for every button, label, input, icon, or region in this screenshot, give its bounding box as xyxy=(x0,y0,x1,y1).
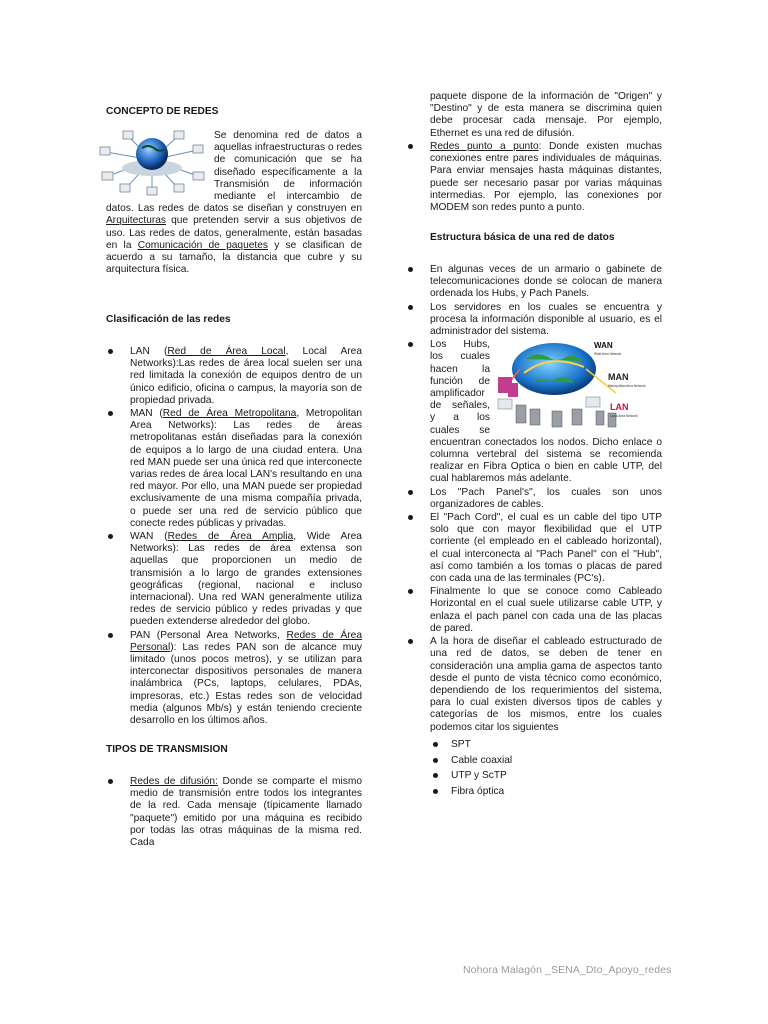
list-item-hubs: WAN Wide Area Network MAN Metropolitan Area Network LAN Local Area Network Los Hubs, los cuales hacen la función de amplificador de señales, y a los cuales se encuentran conectados los nodos. Dicho enlace o columna vertebral del sistema se recomienda realizar en Fibra Optica o bien en cable UTP, del cual hablaremos más adelante. xyxy=(408,339,662,485)
bullet-icon xyxy=(408,305,413,310)
list-item-pach-panels: Los "Pach Panel's", los cuales son unos organizadores de cables. xyxy=(408,487,662,511)
bullet-icon xyxy=(108,633,113,638)
list-item-cable: Fibra óptica xyxy=(431,786,631,802)
wan-sublabel: Wide Area Network xyxy=(594,352,622,357)
bullet-icon xyxy=(408,515,413,520)
concepto-paragraph xyxy=(106,130,362,276)
clasificacion-list xyxy=(108,346,362,728)
bullet-icon xyxy=(408,639,413,644)
list-item-cable: UTP y ScTP xyxy=(431,770,631,786)
red-area-local-link[interactable]: Red de Área Local xyxy=(167,346,286,357)
estructura-list xyxy=(408,264,662,735)
list-item-cableado-horizontal: Finalmente lo que se conoce como Cableado Horizontal en el cual suele utilizarse cable UTP, y enlaza el pach panel con cada una de las placas de pared. xyxy=(408,586,662,635)
redes-area-personal-link[interactable]: Redes de Área Personal xyxy=(130,629,362,653)
estructura-heading: Estructura básica de una red de datos xyxy=(430,232,615,243)
wan-label: WAN xyxy=(594,341,613,351)
bullet-icon xyxy=(433,789,438,794)
punto-list xyxy=(408,141,662,215)
concepto-text-1: Se denomina red de datos a aquellas infraestructuras o redes de comunicación que se ha diseñado específicamente a la Transmisión de información mediante el intercambio de datos. Las redes de datos se diseñan y construyen en xyxy=(106,130,362,215)
list-item-difusion: Redes de difusión: Donde se comparte el mismo medio de transmisión entre todos los integrantes de la red. Cada mensaje (típicamente llamado "paquete") emitido por una máquina es recibido por todas las otras máquinas de la misma red. Cada xyxy=(108,776,362,849)
comunicacion-paquetes-link[interactable]: Comunicación de paquetes xyxy=(137,239,268,251)
arquitecturas-link[interactable]: Arquitecturas xyxy=(106,215,167,227)
bullet-icon xyxy=(433,742,438,747)
concepto-text-3: y se clasifican de acuerdo a su tamaño, la distancia que cubre y su arquitectura física. xyxy=(106,239,362,276)
bullet-icon xyxy=(408,342,413,347)
wan-man-lan-diagram xyxy=(496,339,662,431)
redes-difusion-link[interactable]: Redes de difusión: xyxy=(130,776,218,787)
bullet-icon xyxy=(108,534,113,539)
tipos-heading: TIPOS DE TRANSMISION xyxy=(106,744,228,755)
red-area-metropolitana-link[interactable]: Red de Área Metropolitana xyxy=(162,408,297,420)
bullet-icon xyxy=(433,758,438,763)
clasificacion-heading: Clasificación de las redes xyxy=(106,314,231,325)
bullet-icon xyxy=(433,773,438,778)
bullet-icon xyxy=(408,589,413,594)
list-item-pan: PAN (Personal Area Networks, Redes de Área Personal): Las redes PAN son de alcance muy limitado (unos pocos metros), y se utilizan para interconectar dispositivos personales de manera inalámbrica (PCs, laptops, celulares, PDAs, impresoras, etc.) Estas redes son de velocidad media (algunos Mb/s) y están teniendo creciente desarrollo en los últimos años. xyxy=(108,630,362,728)
bullet-icon xyxy=(108,349,113,354)
list-item-cable: Cable coaxial xyxy=(431,755,631,771)
list-item-servidores: Los servidores en los cuales se encuentra y procesa la información disponible al usuario, es el administrador del sistema. xyxy=(408,302,662,339)
list-item-cable: SPT xyxy=(431,739,631,755)
cable-types-list xyxy=(431,739,631,801)
list-item-man: MAN (Red de Área Metropolitana, Metropolitan Area Networks): Las redes de áreas metropolitanas están diseñadas para la conexión de equipos a lo largo de una ciudad entera. Una red MAN puede ser una única red que interconecte varias redes de área local LAN's resultando en una red mayor. Por ello, una MAN puede ser propiedad exclusivamente de una misma compañía privada, o puede ser una red de servicio público que conecte redes públicas y privadas. xyxy=(108,408,362,530)
concepto-heading: CONCEPTO DE REDES xyxy=(106,106,219,117)
list-item-wan: WAN (Redes de Área Amplia, Wide Area Networks): Las redes de área extensa son aquellas que proporcionen un medio de transmisión a lo largo de grandes extensiones geográficas (regional, nacional e incluso internacional). Una red WAN generalmente utiliza redes de servicio público y redes privadas y que pueden extenderse alrededor del globo. xyxy=(108,531,362,629)
page-footer: Nohora Malagón _SENA_Dto_Apoyo_redes xyxy=(463,964,672,976)
bullet-icon xyxy=(408,144,413,149)
man-sublabel: Metropolitan Area Network xyxy=(608,384,646,389)
lan-sublabel: Local Area Network xyxy=(610,414,638,419)
redes-area-amplia-link[interactable]: Redes de Área Amplia xyxy=(167,531,294,543)
list-item-diseno: A la hora de diseñar el cableado estructurado de una red de datos, se deben de tener en consideración una amplia gama de aspectos tanto desde el punto de vista técnico como económico, dependiendo de los requerimientos del sistema, para lo cual existen diversos tipos de cables y categorías de los mismos, entre los cuales podemos citar los siguientes xyxy=(408,636,662,734)
tipos-list xyxy=(108,776,362,850)
bullet-icon xyxy=(108,779,113,784)
list-item-lan: LAN (Red de Área Local, Local Area Networks):Las redes de área local suelen ser una red limitada la conexión de equipos dentro de un único edificio, oficina o campus, la mayoría son de propiedad privada. xyxy=(108,346,362,407)
bullet-icon xyxy=(408,267,413,272)
concepto-text-2: que pretenden servir a sus objetivos de uso. Las redes de datos, generalmente, están basadas en la xyxy=(106,215,362,251)
bullet-icon xyxy=(408,490,413,495)
man-label: MAN xyxy=(608,372,629,383)
redes-punto-link[interactable]: Redes punto a punto xyxy=(430,141,539,152)
list-item-punto: Redes punto a punto: Donde existen muchas conexiones entre pares individuales de máquinas. Para enviar mensajes hasta máquinas distantes, puede ser necesario pasar por varias máquinas intermedias. Por ejemplo, las conexiones por MODEM son redes punto a punto. xyxy=(408,141,662,214)
difusion-continuation: paquete dispone de la información de "Origen" y "Destino" y de esta manera se discrimina quien debe procesar cada mensaje. Por ejemplo, Ethernet es una red de difusión. xyxy=(430,91,662,139)
list-item-armario: En algunas veces de un armario o gabinete de telecomunicaciones donde se colocan de manera ordenada los Hubs, y Pach Panels. xyxy=(408,264,662,301)
network-hub-illustration xyxy=(98,130,206,196)
bullet-icon xyxy=(108,411,113,416)
list-item-pach-cord: El "Pach Cord", el cual es un cable del tipo UTP solo que con mayor flexibilidad que el UTP corriente (el empleado en el cableado horizontal), el cual interconecta al "Pach Panel" con el "Hub", así como también a los tomas o placas de pared con cada una de las terminales (PC's). xyxy=(408,512,662,585)
lan-label: LAN xyxy=(610,402,629,413)
